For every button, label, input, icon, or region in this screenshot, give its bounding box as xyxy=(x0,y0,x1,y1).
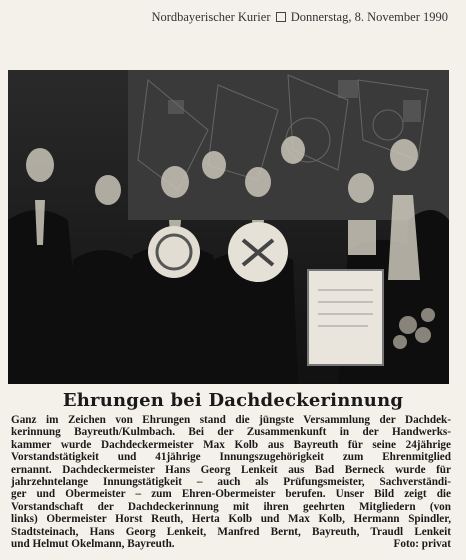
article-body xyxy=(11,414,451,550)
body-last-line xyxy=(11,538,451,550)
masthead xyxy=(0,10,448,25)
body-line: kerinnung Bayreuth/Kulmbach. Bei der Zusammenkunft in der Handwerks- xyxy=(11,426,451,439)
body-line: Vorstandschaft der Dachdeckerinnung mit ihren geehrten Mitgliedern (von xyxy=(11,500,451,513)
body-line: kammer wurde Dachdeckermeister Max Kolb aus Bayreuth für seine 24jährige xyxy=(11,438,451,451)
body-line: ger und Obermeister – zum Ehren-Obermeister berufen. Unser Bild zeigt die xyxy=(11,488,451,501)
separator-box-icon xyxy=(276,12,286,22)
article-photo xyxy=(8,70,449,384)
photo-credit: Foto: privat xyxy=(393,538,451,551)
body-line: und Helmut Okelmann, Bayreuth. xyxy=(11,538,175,551)
body-line: ernannt. Dachdeckermeister Hans Georg Lenkeit aus Bad Berneck wurde für xyxy=(11,463,451,476)
publication-name: Nordbayerischer Kurier xyxy=(151,10,271,24)
body-line: Stadtsteinach, Hans Georg Lenkeit, Manfred Bernt, Bayreuth, Traudl Lenkeit xyxy=(11,525,451,538)
body-line: Vorstandstätigkeit und 41jährige Innungszugehörigkeit zum Ehrenmitglied xyxy=(11,451,451,464)
body-line: Ganz im Zeichen von Ehrungen stand die jüngste Versammlung der Dachdek- xyxy=(11,414,451,426)
article-headline: Ehrungen bei Dachdeckerinnung xyxy=(62,390,404,411)
publication-date: Donnerstag, 8. November 1990 xyxy=(290,10,448,24)
body-line: jahrzehntelange Innungstätigkeit – auch als Prüfungsmeister, Sachverständi- xyxy=(11,476,451,489)
group-photo-illustration xyxy=(8,70,449,384)
body-line: links) Obermeister Horst Reuth, Herta Kolb und Max Kolb, Hermann Spindler, xyxy=(11,513,451,526)
